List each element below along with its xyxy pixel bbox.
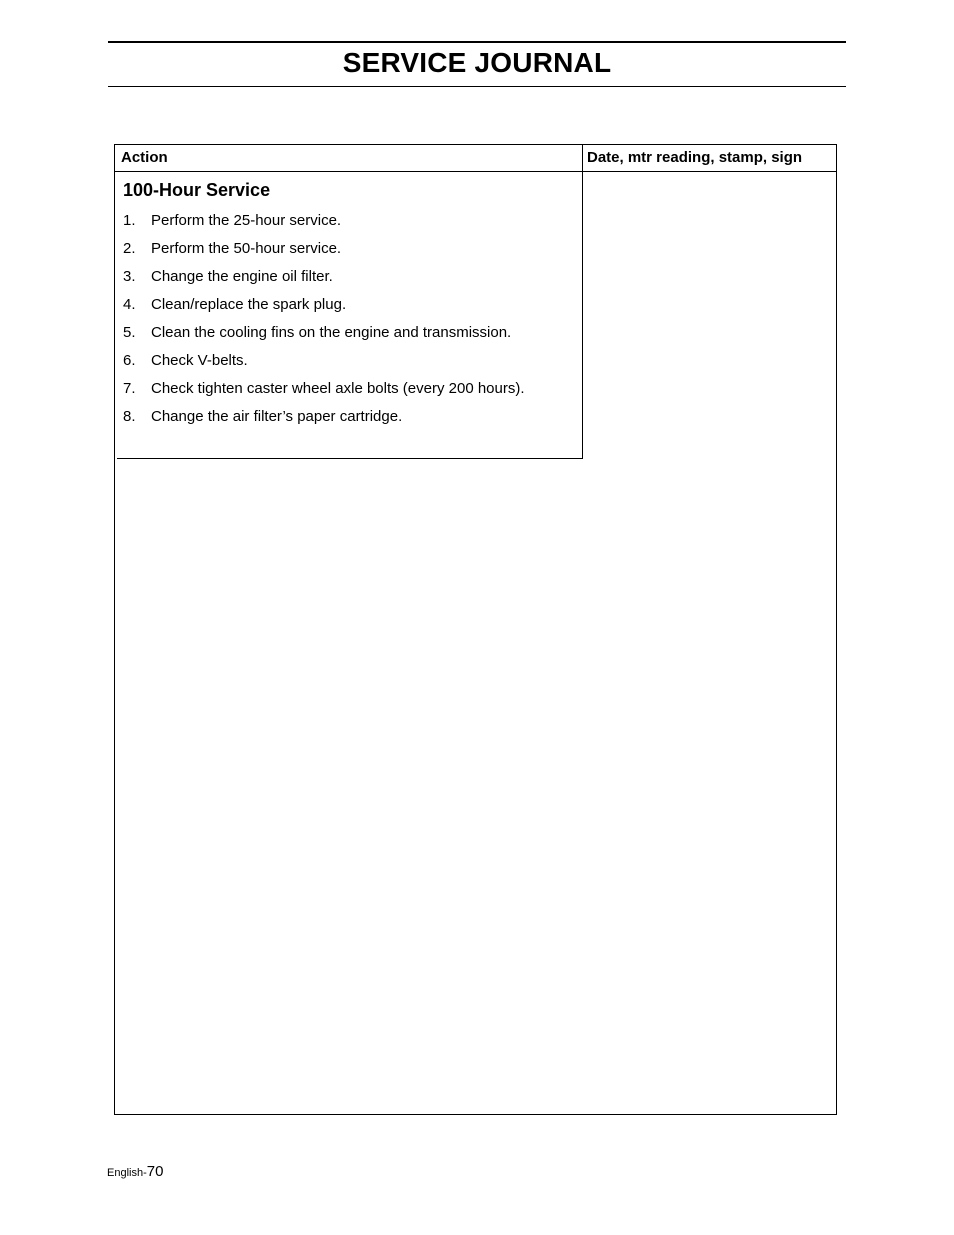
table-header-row	[115, 145, 836, 172]
section-title: 100-Hour Service	[123, 180, 271, 200]
column-header-action: Action	[121, 149, 168, 166]
footer-language: English-	[107, 1167, 147, 1179]
task-number: 8.	[123, 408, 136, 425]
task-number: 2.	[123, 240, 136, 257]
service-journal-table	[114, 144, 837, 1115]
column-divider	[582, 145, 583, 458]
column-header-date-sign: Date, mtr reading, stamp, sign	[587, 149, 803, 166]
task-number: 7.	[123, 380, 136, 397]
page-footer	[107, 1163, 163, 1182]
header-top-rule	[108, 41, 846, 43]
task-text: Change the air filter’s paper cartridge.	[151, 408, 403, 425]
task-number: 3.	[123, 268, 136, 285]
task-text: Clean/replace the spark plug.	[151, 296, 347, 313]
task-text: Check tighten caster wheel axle bolts (every 200 hours).	[151, 380, 525, 397]
task-text: Perform the 25-hour service.	[151, 212, 342, 229]
task-number: 1.	[123, 212, 136, 229]
task-text: Clean the cooling fins on the engine and transmission.	[151, 324, 512, 341]
task-text: Perform the 50-hour service.	[151, 240, 342, 257]
header-bottom-rule	[108, 86, 846, 87]
page-number: 70	[146, 1163, 164, 1180]
task-text: Change the engine oil filter.	[151, 268, 333, 285]
task-text: Check V-belts.	[151, 352, 248, 369]
task-number: 5.	[123, 324, 136, 341]
action-cell-bottom-border	[117, 458, 583, 459]
task-number: 6.	[123, 352, 136, 369]
page-title: SERVICE JOURNAL	[342, 47, 612, 78]
task-number: 4.	[123, 296, 136, 313]
